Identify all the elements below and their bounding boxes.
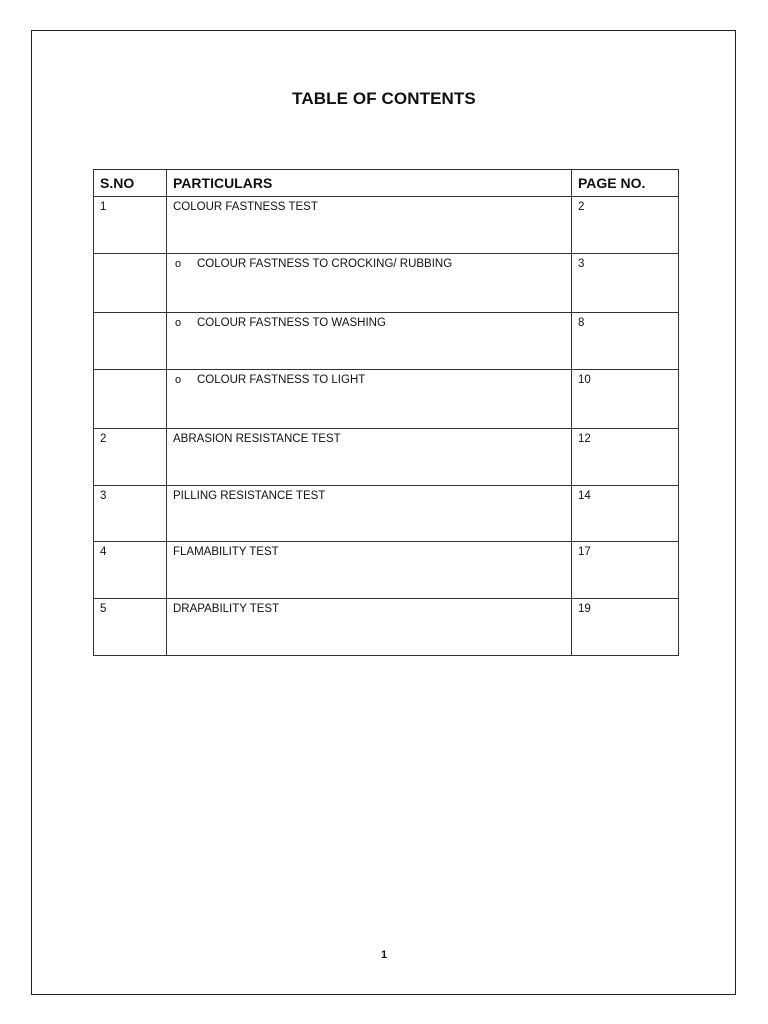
cell-particulars bbox=[167, 370, 572, 429]
particulars-text: COLOUR FASTNESS TO LIGHT bbox=[197, 374, 366, 386]
cell-sno: 5 bbox=[94, 599, 167, 656]
cell-sno: 1 bbox=[94, 197, 167, 254]
cell-page: 8 bbox=[572, 313, 679, 370]
cell-sno bbox=[94, 313, 167, 370]
table-row bbox=[94, 542, 679, 599]
cell-particulars bbox=[167, 254, 572, 313]
particulars-text: FLAMABILITY TEST bbox=[173, 546, 279, 558]
cell-particulars bbox=[167, 542, 572, 599]
cell-particulars bbox=[167, 599, 572, 656]
table-row bbox=[94, 197, 679, 254]
table-row bbox=[94, 486, 679, 542]
cell-particulars bbox=[167, 313, 572, 370]
bullet-icon: o bbox=[175, 258, 182, 270]
table-row bbox=[94, 370, 679, 429]
particulars-text: COLOUR FASTNESS TO CROCKING/ RUBBING bbox=[197, 258, 453, 270]
table-row bbox=[94, 599, 679, 656]
cell-sno: 2 bbox=[94, 429, 167, 486]
header-particulars: PARTICULARS bbox=[167, 170, 572, 197]
cell-page: 3 bbox=[572, 254, 679, 313]
cell-sno: 4 bbox=[94, 542, 167, 599]
cell-sno: 3 bbox=[94, 486, 167, 542]
header-page-no: PAGE NO. bbox=[572, 170, 679, 197]
page-number: 1 bbox=[380, 949, 388, 961]
bullet-icon: o bbox=[175, 317, 182, 329]
cell-particulars bbox=[167, 486, 572, 542]
particulars-text: COLOUR FASTNESS TO WASHING bbox=[197, 317, 386, 329]
cell-page: 14 bbox=[572, 486, 679, 542]
cell-page: 12 bbox=[572, 429, 679, 486]
cell-page: 10 bbox=[572, 370, 679, 429]
cell-page: 19 bbox=[572, 599, 679, 656]
contents-table bbox=[93, 169, 679, 656]
cell-particulars bbox=[167, 197, 572, 254]
page-title: TABLE OF CONTENTS bbox=[292, 89, 476, 108]
table-row bbox=[94, 429, 679, 486]
cell-particulars bbox=[167, 429, 572, 486]
table-row bbox=[94, 254, 679, 313]
particulars-text: PILLING RESISTANCE TEST bbox=[173, 490, 326, 502]
cell-page: 2 bbox=[572, 197, 679, 254]
table-row bbox=[94, 313, 679, 370]
bullet-icon: o bbox=[175, 374, 182, 386]
cell-sno bbox=[94, 370, 167, 429]
particulars-text: COLOUR FASTNESS TEST bbox=[173, 201, 318, 213]
cell-page: 17 bbox=[572, 542, 679, 599]
header-sno: S.NO bbox=[94, 170, 167, 197]
table-header-row bbox=[94, 170, 679, 197]
particulars-text: ABRASION RESISTANCE TEST bbox=[173, 433, 341, 445]
cell-sno bbox=[94, 254, 167, 313]
particulars-text: DRAPABILITY TEST bbox=[173, 603, 280, 615]
